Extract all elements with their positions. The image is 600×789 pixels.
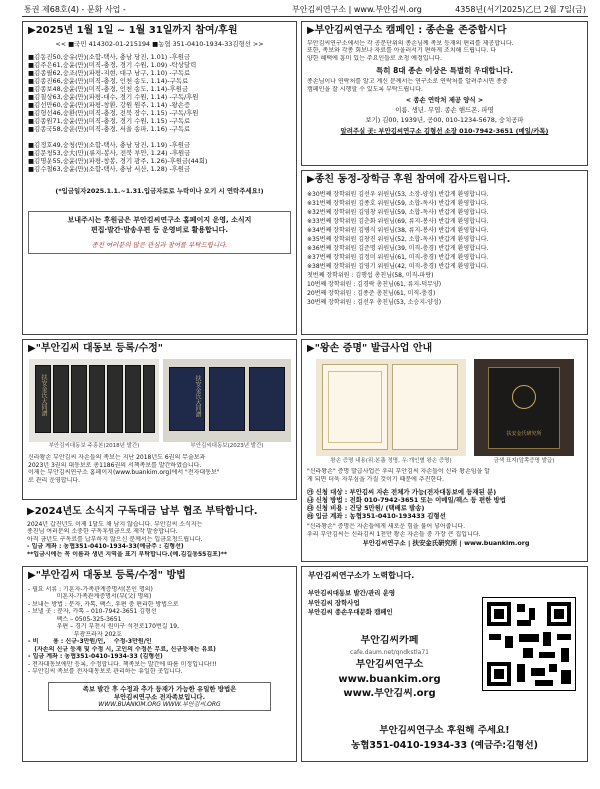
donation-row: ■김주은61,숭윤(만)(미직-충경, 경기 수원, 1.09) -탁상달력 bbox=[28, 60, 197, 69]
issue-label: 통권 제68호(4) - 문화 사업 - bbox=[24, 4, 126, 14]
wangson-text: "신라왕손" 증명 발급사업은 우리 부안김씨 자손들이 신라 왕손임을 알 bbox=[307, 468, 491, 475]
support-account: 농협351-0410-1934-33 (예금주:김형선) bbox=[351, 739, 538, 751]
cafe-label: 부안김씨카페 bbox=[360, 635, 419, 646]
book-volume: 扶安金氏大同譜 bbox=[35, 365, 51, 433]
scholarship-row: ※32번째 장학위원 김영창 위원님(59, 소합-독사) 반갑게 환영합니다. bbox=[307, 208, 489, 216]
donations-notice: (*입금일자2025.1.1.~1.31.입금자로로 누락이나 오기 시 연락주세요!) bbox=[55, 186, 264, 195]
wangson-section bbox=[301, 339, 588, 562]
promo-item: 부안김씨 종손우대문화 캠페인 bbox=[308, 608, 393, 617]
donation-row bbox=[28, 133, 291, 141]
campaign-example-cols: 이름. 생년. 무엽. 종손 핸드폰. 파명 bbox=[395, 106, 494, 115]
register-text: 로 관리 운영합니다. bbox=[28, 476, 81, 484]
book-volume bbox=[71, 365, 87, 433]
book-volume: 扶安金氏大同譜 bbox=[169, 367, 205, 431]
subscription-account: - 입금 계좌 : 농협351-0410-1934-33(예금주 : 김형선) bbox=[27, 543, 184, 550]
subscription-text: 종친님 여러분의 소중한 구독후원금으로 제작 발송합니다. bbox=[27, 528, 178, 535]
scholarship-row: ※37번째 장학위원 김정미 위원님(61, 미직-충경) 반갑게 환영합니다. bbox=[307, 253, 489, 261]
register-text: 신라왕손 부안김씨 자손들의 족보는 지난 2018년도 6권의 무술보과 bbox=[28, 454, 206, 461]
book-volume bbox=[107, 365, 123, 433]
wangson-item: ㉮ 신청 대상 : 부안김씨 자손 전체가 가능(전자대동보에 등재된 분) bbox=[307, 488, 497, 496]
lab-url-korean[interactable]: www.부안김씨.org bbox=[343, 688, 436, 699]
scholarship-row: ※34번째 장학위원 김병식 위원님(38, 류지-봉사) 반갑게 환영합니다. bbox=[307, 226, 489, 234]
book-volume bbox=[143, 365, 155, 433]
donations-message-line: 편집·발간·발송우편 등 운영비로 활용합니다. bbox=[90, 226, 228, 235]
donation-row: ■김종국58,숭운(만)(미직-충경, 서울 송파, 1.16) -구독료 bbox=[28, 124, 191, 133]
donations-message-box bbox=[28, 211, 291, 255]
campaign-text: 양한 혜택에 흥미 있는 주요인들로 초청 예정입니다. bbox=[307, 54, 443, 62]
method-row: 부광프라자 202호 bbox=[28, 630, 122, 638]
cafe-url[interactable]: cafe.daum.net/qndkstla71 bbox=[350, 648, 429, 656]
qr-code-icon[interactable] bbox=[482, 597, 576, 691]
method-row: - 전자대동보에만 등록, 수정합니다. 책족보는 발간에 따름 미정입니다!!! bbox=[28, 660, 217, 668]
method-row: 미혼자-가족관계증명서(부(父) 명의) bbox=[28, 593, 152, 600]
wangson-footer: 부안김씨연구소 | 扶安金氏研究所 | www.buankim.org bbox=[362, 539, 530, 547]
campaign-text: 부안김씨연구소에서는 각 공문단위의 종손님께 족보 등재의 편리를 제공합니다. bbox=[307, 39, 514, 47]
campaign-example-title: < 종손 연락처 제공 양식 > bbox=[405, 96, 484, 105]
donations-title: ▶2025년 1월 1일 ~ 1월 31일까지 참여/후원 bbox=[28, 25, 238, 36]
method-row: - 입금 계좌 : 농협351-0410-1934-33 (김형선) bbox=[28, 653, 163, 660]
promo-section bbox=[301, 566, 588, 762]
scholarship-row: ※35번째 장학위원 김창진 위원님(52, 소합-독사) 반갑게 환영합니다. bbox=[307, 235, 489, 243]
certificate-border bbox=[328, 371, 382, 443]
donation-row: ■김수철63,숭윤(만)(소합-택사, 충남 서산, 1.28) -후원금 bbox=[28, 164, 191, 173]
certificate-cover-photo bbox=[474, 359, 574, 456]
campaign-special: 특히 8대 종손 이상은 특별히 우대합니다. bbox=[375, 66, 514, 75]
donation-row: ■김선만60,숭윤(만)(파평-창환, 강원 원주, 1.14) -왕손증 bbox=[28, 100, 191, 109]
subscription-note: **입금시에는 꼭 이름과 생년 지역을 표기 부탁합니다.(예.김길동55김포)** bbox=[27, 550, 227, 558]
method-section bbox=[22, 566, 297, 762]
method-row: 우편 – 경기 부천시 원미구 석천로170번길 19, bbox=[28, 623, 179, 630]
method-note: 부안김씨연구소 전자족보입니다. bbox=[113, 692, 206, 701]
books-photo-2018 bbox=[29, 359, 159, 442]
promo-item: 부안김씨 장학사업 bbox=[308, 598, 360, 607]
scholarship-row: 30번째 장학위원 : 김선우 총친님(53, 소승지-양성) bbox=[307, 298, 442, 306]
campaign-contact: 알려주실 곳: 부안김씨연구소 김형선 소장 010-7942-3651 (메일/카톡) bbox=[340, 127, 549, 136]
donation-row: ■김종진66,숭윤(만)(미직-충경, 인천 송도, 1.14)-구독료 bbox=[28, 76, 189, 85]
register-text: 2023년 3권의 대동보로 총1186권의 서책족보를 발간하였습니다. bbox=[28, 461, 202, 469]
donation-row: ■김형선46,숭환(만)(미직-충경, 전북 장수, 1.15) -구독/후원 bbox=[28, 108, 199, 117]
scholarship-row: 20번째 장학위원 : 김종준 총친님(61, 미직-충경) bbox=[307, 289, 436, 297]
subscription-text: 2024년 갑진년도 이제 1달도 채 남지 않습니다. 부안김씨 소식지는 bbox=[27, 520, 203, 528]
certificate-cover-text: 扶安金氏研究所 bbox=[506, 431, 542, 437]
promo-title: 부안김씨연구소가 노력합니다. bbox=[308, 571, 415, 580]
method-note: WWW.BUANKIM.ORG WWW.부안김씨.ORG bbox=[98, 700, 221, 708]
wangson-text: 우리 부안김씨는 신라김씨 1천만 왕손 자손들 중 가장 큰 집입니다. bbox=[307, 530, 481, 538]
scholarship-row: 10번째 장학위원 : 김경락 총친님(61, 류지-덕무양) bbox=[307, 280, 442, 288]
method-note: 족보 발간 후 수정과 추가 등재가 가능한 유일한 방법은 bbox=[82, 684, 237, 693]
wangson-item: ㉱ 입금 계좌 : 농협351-0410-193433 김형선 bbox=[307, 512, 446, 520]
books-photo-2023 bbox=[163, 359, 291, 442]
register-text: 이제는 부안김씨연구소 홈페이지(www.buankim.org)에서 "전자대동보" bbox=[28, 469, 220, 476]
subscription-title: ▶2024년도 소식지 구독대금 납부 협조 부탁합니다. bbox=[27, 506, 258, 517]
method-row: - 부안김씨 족보를 전자대동보로 관리하는 유일한 곳입니다. bbox=[28, 668, 183, 675]
method-row: - 필요 서류 : 기혼자-가족관계증명서(본인 명의) bbox=[28, 585, 153, 593]
donation-row: ■김종보48,숭윤(만)(미직-충경, 인천 송도, 1.14)-후원금 bbox=[28, 84, 189, 93]
books-photo-2018-caption: 부안김씨대동보 주흥본(2018년 발간) bbox=[48, 443, 140, 449]
method-row: (자손의 신규 등재 및 수정 시, 고인의 수정은 무료, 신규등재는 유료) bbox=[28, 645, 216, 653]
book-volume bbox=[209, 367, 245, 431]
subscription-section bbox=[22, 504, 297, 562]
subscription-text: 아직 금년도 구독료를 납부하지 않으신 분께서는 입금요청드립니다. bbox=[27, 535, 203, 543]
book-volume bbox=[53, 365, 69, 433]
wangson-item: ㉯ 신청 방법 : 전화 010-7942-3651 또는 이메일/팩스 등 편한 방법 bbox=[307, 496, 506, 504]
certificate-cover-caption: 금색 표지(앞쪽증명 발급) bbox=[493, 458, 555, 464]
method-row: - 비 용 : 신규-3만원/인, 수정-3만원/인 bbox=[28, 638, 152, 645]
method-row: - 보낼 곳 : 문자, 카톡 – 010-7942-3651 김형선 bbox=[28, 608, 157, 615]
donations-message-line: 보내주시는 후원금은 부안김씨연구소 홈페이지 운영, 소식지 bbox=[67, 215, 252, 224]
scholarship-row: 첫번째 장학위원 : 김행섭 총친님(58, 미직-파랑) bbox=[307, 271, 434, 279]
certificate-page bbox=[392, 364, 458, 450]
donation-row: ■김명운55,숭윤(만)(파평-창봉, 경기 광주, 1.26)-후원금(44회) bbox=[28, 156, 208, 165]
campaign-text: 또한, 족보와 각종 회보나 자료를 아울러서기 편하게 조치해 드립니다. 다 bbox=[307, 47, 497, 54]
wangson-text: 게 되면 더욱 자부심을 가질 것이기 때문에 추진한다. bbox=[307, 475, 444, 483]
method-title: ▶"부안김씨 대동보 등록/수정" 방법 bbox=[28, 570, 186, 581]
donations-message-line: 종친 여러분의 많은 관심과 참여를 부탁드립니다. bbox=[91, 241, 228, 249]
scholarship-section bbox=[301, 170, 588, 335]
register-section bbox=[22, 339, 297, 500]
donation-row: ■김문청53,숭大(만)(류지-봉사, 전북 부안, 1.24) -후원금 bbox=[28, 148, 191, 157]
donations-section bbox=[22, 21, 297, 335]
campaign-text: 종손님이나 연락처를 알고 계신 분께서는 연구소로 연락처를 알려주시면 종중 bbox=[307, 78, 508, 86]
book-volume bbox=[89, 365, 105, 433]
certificate-photo-caption: 왕손 증명 내용(위:본좁 정명, 우:개인별 왕손 증명) bbox=[330, 458, 452, 464]
donation-row: ■김종원71,숭윤(만)(미직-충경, 경기 수원, 1.15) -구독료 bbox=[28, 116, 191, 125]
date-label: 4358년(서기2025)乙巳 2월 7일(금) bbox=[455, 4, 586, 14]
certificate-photo bbox=[316, 359, 466, 456]
book-volume bbox=[249, 367, 285, 431]
register-title: ▶"부안김씨 대동보 등록/수정" bbox=[28, 343, 163, 354]
donation-row: ■김종필62,숭조(만)(파평-지현, 대구 남구, 1.10) -구독료 bbox=[28, 68, 191, 77]
scholarship-row: ※36번째 장학위원 김준명 위원님(39, 미직-충경) 반갑게 환영합니다. bbox=[307, 244, 489, 252]
newsletter-header bbox=[22, 3, 588, 17]
donations-account: << ■국민 414302-01-215194 ■농협 351-0410-1934-33김형선 >> bbox=[55, 39, 264, 48]
lab-label: 부안김씨연구소 bbox=[355, 659, 424, 670]
lab-url[interactable]: www.buankim.org bbox=[338, 673, 441, 685]
support-label: 부안김씨연구소 후원해 주세요! bbox=[379, 725, 510, 736]
donation-row: ■김정호49,숭청(만)(소합-택사, 충남 당진, 1.19) -후원금 bbox=[28, 140, 191, 149]
campaign-section bbox=[301, 21, 588, 166]
scholarship-title: ▶종친 동정-장학금 후원 참여에 감사드립니다. bbox=[307, 174, 511, 185]
method-note-box bbox=[48, 682, 271, 712]
promo-item: 부안김씨대동보 발간/관리 운영 bbox=[308, 589, 396, 597]
scholarship-row: ※38번째 장학위원 김영기 위원님(42, 미직-충경) 반갑게 환영합니다. bbox=[307, 262, 489, 270]
wangson-text: "신라왕손" 증명은 자손들에게 새로운 힘을 불어 넣어줍니다. bbox=[307, 523, 465, 530]
campaign-text: 캠페인을 잘 시행할 수 있도록 부탁드립니다. bbox=[307, 85, 423, 93]
book-volume bbox=[125, 365, 141, 433]
wangson-title: ▶"왕손 증명" 발급사업 안내 bbox=[307, 343, 433, 354]
site-label: 부안김씨연구소 | www.부안김씨.org bbox=[292, 4, 422, 14]
donation-row: ■김동진50,숭유(만)(소합-택사, 충남 당진, 1.01) -후원금 bbox=[28, 52, 191, 61]
donation-row: ■김칠상63,숭윤(만)(파평-대수, 경기 수원, 1.14) -구독/후원 bbox=[28, 92, 199, 101]
emblem-icon bbox=[512, 385, 536, 409]
method-row: - 보내는 방법 : 문자, 카톡, 팩스, 우편 중 편리한 방법으로 bbox=[28, 600, 179, 608]
scholarship-row: ※30번째 장학위원 김선우 위원님(53, 소장-양성) 반갑게 환영합니다. bbox=[307, 190, 489, 198]
scholarship-row: ※31번째 장학위원 김종호 위원님(59, 소합-독사) 반갑게 환영합니다. bbox=[307, 199, 489, 207]
scholarship-row: ※33번째 장학위원 김춘화 위원님(69, 류지-봉사) 반갑게 환영합니다. bbox=[307, 217, 489, 225]
wangson-item: ㉰ 신청 비용 : 건당 5만원/ (택배로 발송) bbox=[307, 504, 425, 512]
method-row: 팩스 – 0505-325-3651 bbox=[28, 615, 122, 623]
books-photo-2023-caption: 부안김씨대동보(2023년 발간) bbox=[190, 443, 264, 449]
campaign-example-row: 보기) 김00, 1939년, 공00, 010-1234-5678, 숭치공파 bbox=[365, 116, 524, 125]
campaign-title: ▶부안김씨연구소 캠페인 : 종손을 존중합시다 bbox=[307, 25, 507, 36]
